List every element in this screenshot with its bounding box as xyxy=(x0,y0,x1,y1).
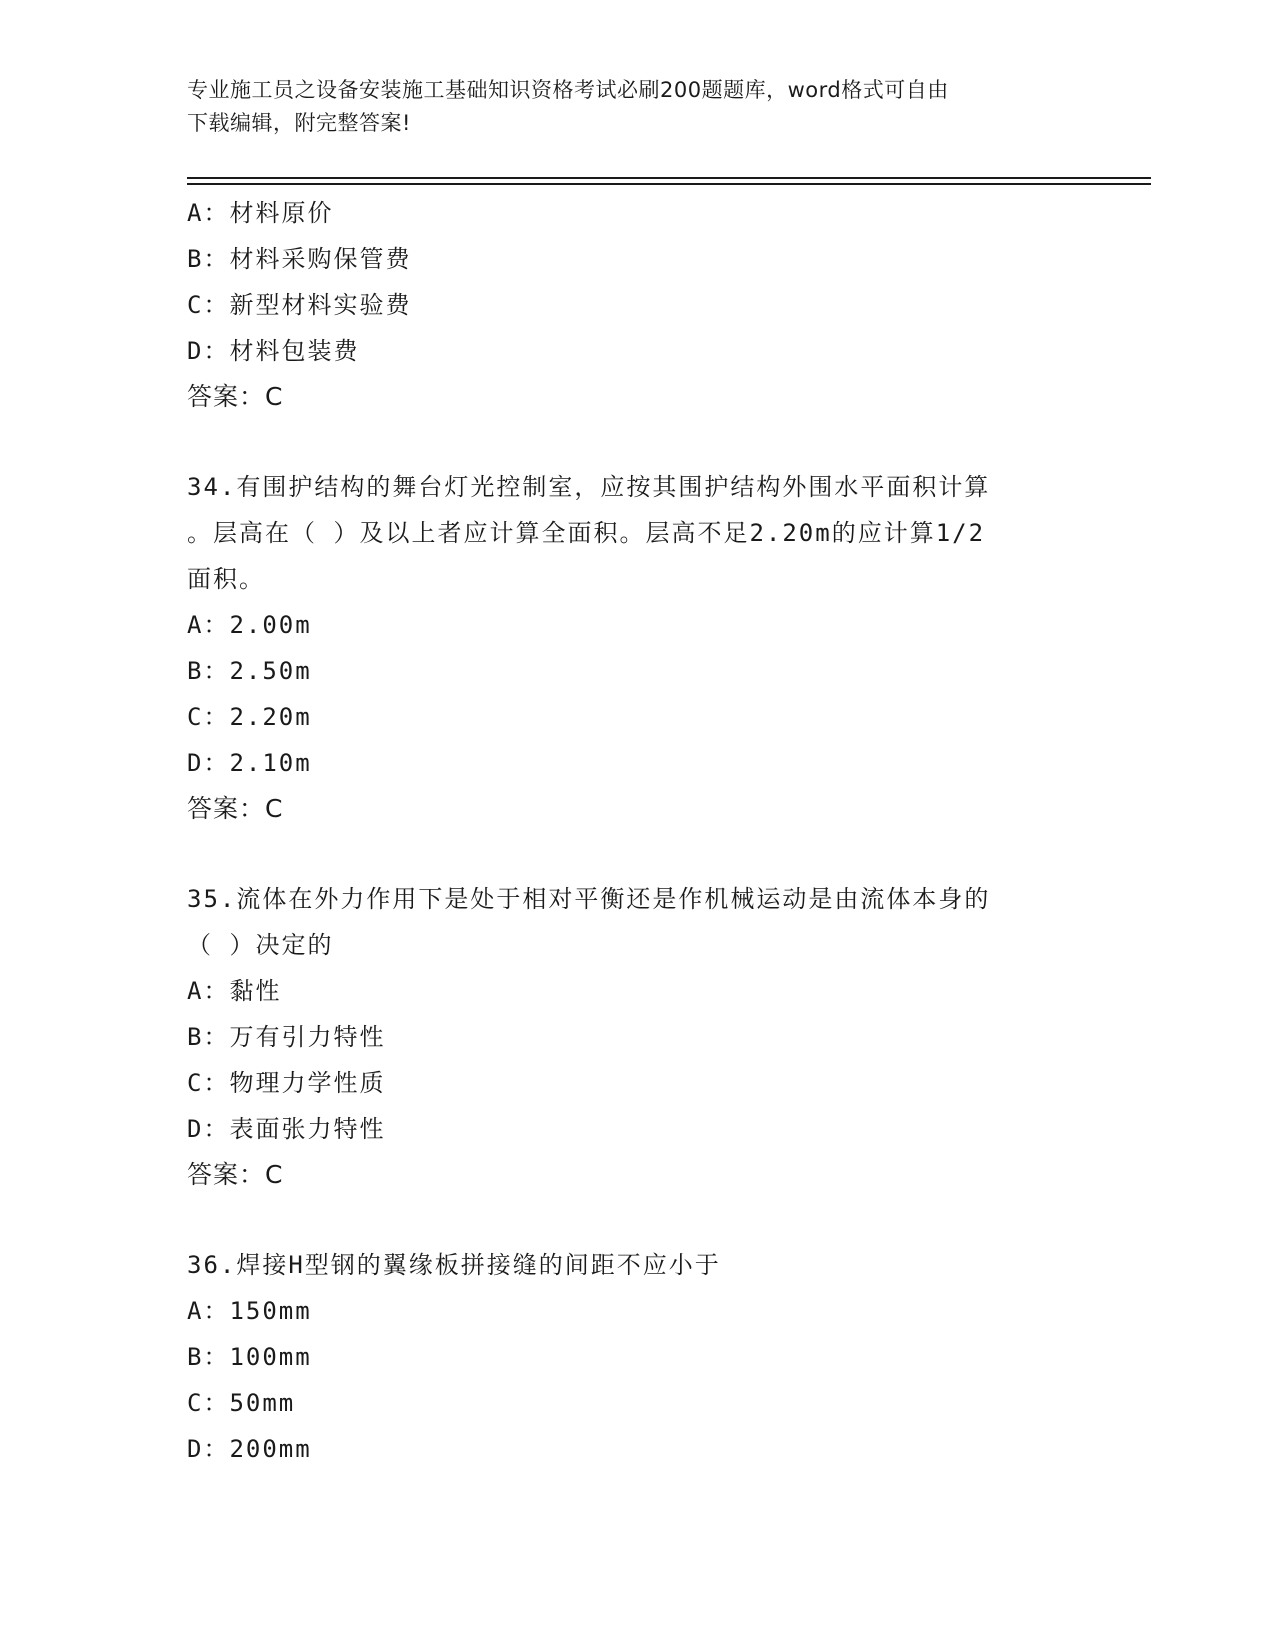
question-stem-line: 。层高在（ ）及以上者应计算全面积。层高不足2.20m的应计算1/2 xyxy=(187,519,986,547)
option-b: B：2.50m xyxy=(187,657,312,685)
question-stem-line: 34.有围护结构的舞台灯光控制室，应按其围护结构外围水平面积计算 xyxy=(187,473,991,501)
question-33 xyxy=(187,190,1087,420)
question-34 xyxy=(187,464,1087,832)
option-c: C：2.20m xyxy=(187,703,312,731)
option-d: D：表面张力特性 xyxy=(187,1115,386,1143)
title-line-2: 下载编辑，附完整答案! xyxy=(187,111,411,135)
question-list xyxy=(187,190,1087,1472)
option-c: C：新型材料实验费 xyxy=(187,291,412,319)
question-stem-line: 面积。 xyxy=(187,565,265,593)
option-d: D：材料包装费 xyxy=(187,337,360,365)
option-c: C：50mm xyxy=(187,1389,296,1417)
title-line-1: 专业施工员之设备安装施工基础知识资格考试必刷200题题库，word格式可自由 xyxy=(187,78,949,102)
document-title xyxy=(187,74,1067,140)
answer: 答案：C xyxy=(187,382,284,411)
question-35 xyxy=(187,876,1087,1198)
option-a: A：2.00m xyxy=(187,611,312,639)
option-c: C：物理力学性质 xyxy=(187,1069,386,1097)
option-d: D：200mm xyxy=(187,1435,312,1463)
header-rule-top xyxy=(187,177,1151,179)
question-stem-line: 36.焊接H型钢的翼缘板拼接缝的间距不应小于 xyxy=(187,1251,721,1279)
header-rule-bottom xyxy=(187,183,1151,185)
answer: 答案：C xyxy=(187,1160,284,1189)
option-b: B：材料采购保管费 xyxy=(187,245,412,273)
question-36 xyxy=(187,1242,1087,1472)
option-a: A：黏性 xyxy=(187,977,282,1005)
option-b: B：100mm xyxy=(187,1343,312,1371)
question-stem-line: （ ）决定的 xyxy=(187,931,334,959)
option-a: A：材料原价 xyxy=(187,199,334,227)
answer: 答案：C xyxy=(187,794,284,823)
option-a: A：150mm xyxy=(187,1297,312,1325)
option-b: B：万有引力特性 xyxy=(187,1023,386,1051)
option-d: D：2.10m xyxy=(187,749,312,777)
question-stem-line: 35.流体在外力作用下是处于相对平衡还是作机械运动是由流体本身的 xyxy=(187,885,991,913)
